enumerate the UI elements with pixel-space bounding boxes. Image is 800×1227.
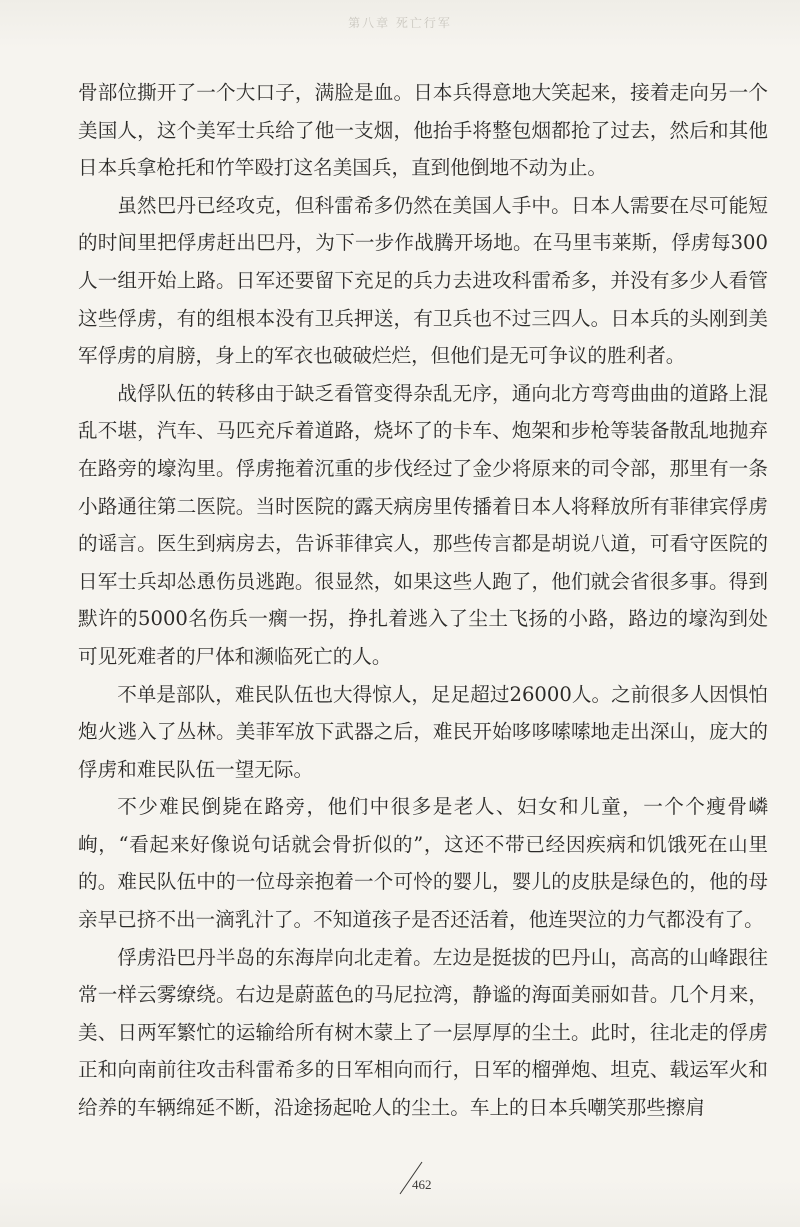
page-number: 462 [412,1177,432,1192]
page-folio [390,1158,450,1198]
body-text [78,74,768,1127]
paragraph-1: 骨部位撕开了一个大口子，满脸是血。日本兵得意地大笑起来，接着走向另一个美国人，这个美军士兵给了他一支烟，他抬手将整包烟都抢了过去，然后和其他日本兵拿枪托和竹竿殴打这名美国兵，直到他倒地不动为止。 [78,81,768,180]
paragraph-5: 不少难民倒毙在路旁，他们中很多是老人、妇女和儿童，一个个瘦骨嶙峋，“看起来好像说句话就会骨折似的”，这还不带已经因疾病和饥饿死在山里的。难民队伍中的一位母亲抱着一个可怜的婴儿，婴儿的皮肤是绿色的，他的母亲早已挤不出一滴乳汁了。不知道孩子是否还活着，他连哭泣的力气都没有了。 [78,795,768,932]
paragraph-6: 俘虏沿巴丹半岛的东海岸向北走着。左边是挺拔的巴丹山，高高的山峰跟往常一样云雾缭绕。右边是蔚蓝色的马尼拉湾，静谧的海面美丽如昔。几个月来，美、日两军繁忙的运输给所有树木蒙上了一层厚厚的尘土。此时，往北走的俘虏正和向南前往攻击科雷希多的日军相向而行，日军的榴弹炮、坦克、载运军火和给养的车辆绵延不断，沿途扬起呛人的尘土。车上的日本兵嘲笑那些擦肩 [78,945,768,1120]
paragraph-2: 虽然巴丹已经攻克，但科雷希多仍然在美国人手中。日本人需要在尽可能短的时间里把俘虏赶出巴丹，为下一步作战腾开场地。在马里韦莱斯，俘虏每300人一组开始上路。日军还要留下充足的兵力去进攻科雷希多，并没有多少人看管这些俘虏，有的组根本没有卫兵押送，有卫兵也不过三四人。日本兵的头刚到美军俘虏的肩膀，身上的军衣也破破烂烂，但他们是无可争议的胜利者。 [78,193,768,368]
paragraph-3: 战俘队伍的转移由于缺乏看管变得杂乱无序，通向北方弯弯曲曲的道路上混乱不堪，汽车、马匹充斥着道路，烧坏了的卡车、炮架和步枪等装备散乱地抛弃在路旁的壕沟里。俘虏拖着沉重的步伐经过了金少将原来的司令部，那里有一条小路通往第二医院。当时医院的露天病房里传播着日本人将释放所有菲律宾俘虏的谣言。医生到病房去，告诉菲律宾人，那些传言都是胡说八道，可看守医院的日军士兵却怂恿伤员逃跑。很显然，如果这些人跑了，他们就会省很多事。得到默许的5000名伤兵一瘸一拐，挣扎着逃入了尘土飞扬的小路，路边的壕沟到处可见死难者的尸体和濒临死亡的人。 [78,381,768,668]
paragraph-4: 不单是部队，难民队伍也大得惊人，足足超过26000人。之前很多人因惧怕炮火逃入了丛林。美菲军放下武器之后，难民开始哆哆嗦嗦地走出深山，庞大的俘虏和难民队伍一望无际。 [78,682,768,781]
running-head: 第八章 死亡行军 [348,16,452,30]
